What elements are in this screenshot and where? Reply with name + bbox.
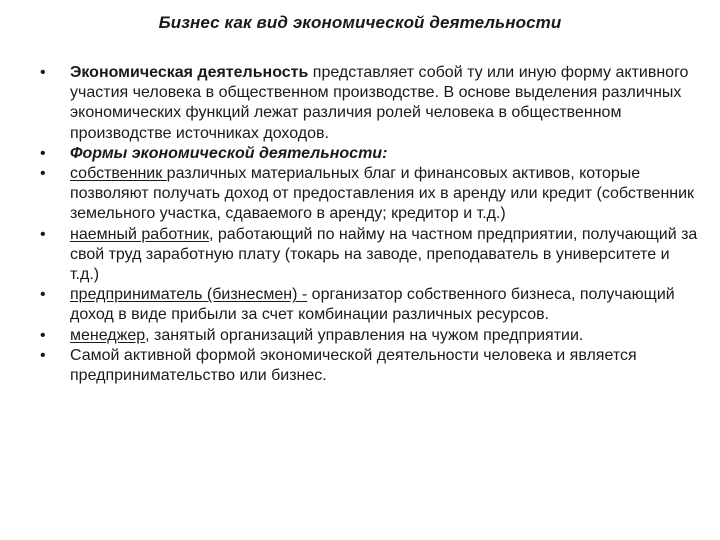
bullet-icon: • [40,225,46,243]
list-item-manager [40,326,700,346]
list-item-forms-heading [40,144,700,164]
definition-manager: , занятый организаций управления на чужом предприятии. [145,326,584,344]
term-economic-activity: Экономическая деятельность [70,64,309,81]
term-entrepreneur: предприниматель (бизнесмен) - [70,286,308,304]
term-owner: собственник [70,165,167,183]
bullet-icon: • [40,144,46,162]
bullet-list [40,63,700,386]
list-item-economic-activity [40,63,700,144]
bullet-icon: • [40,326,46,344]
bullet-icon: • [40,165,46,183]
list-item-owner [40,164,700,225]
slide-title: Бизнес как вид экономической деятельности [158,13,562,32]
definition-employee: , работающий по найму на частном предприятии, получающий за свой труд заработную плату (токарь на заводе, преподаватель в университете и т.д.) [70,225,698,284]
list-item-entrepreneur [40,285,700,325]
list-item-conclusion [40,346,700,386]
bullet-icon: • [40,286,46,304]
term-employee: наемный работник [70,225,209,243]
forms-heading: Формы экономической деятельности: [70,144,388,162]
definition-economic-activity: представляет собой ту или иную форму активного участия человека в общественном производстве. В основе выделения различных экономических функций лежат различия ролей человека в общественном производстве источниках доходов. [70,64,689,142]
definition-entrepreneur: организатор собственного бизнеса, получающий доход в виде прибыли за счет комбинации различных ресурсов. [70,286,675,324]
term-manager: менеджер [70,326,146,344]
list-item-employee [40,225,700,286]
bullet-icon: • [40,64,46,81]
definition-owner: различных материальных благ и финансовых активов, которые позволяют получать доход от предоставления их в аренду или кредит (собственник земельного участка, сдаваемого в аренду; кредитор и т.д.) [70,165,695,223]
bullet-icon: • [40,346,46,364]
conclusion-text: Самой активной формой экономической деятельности человека и является предпринимательство или бизнес. [70,346,637,385]
